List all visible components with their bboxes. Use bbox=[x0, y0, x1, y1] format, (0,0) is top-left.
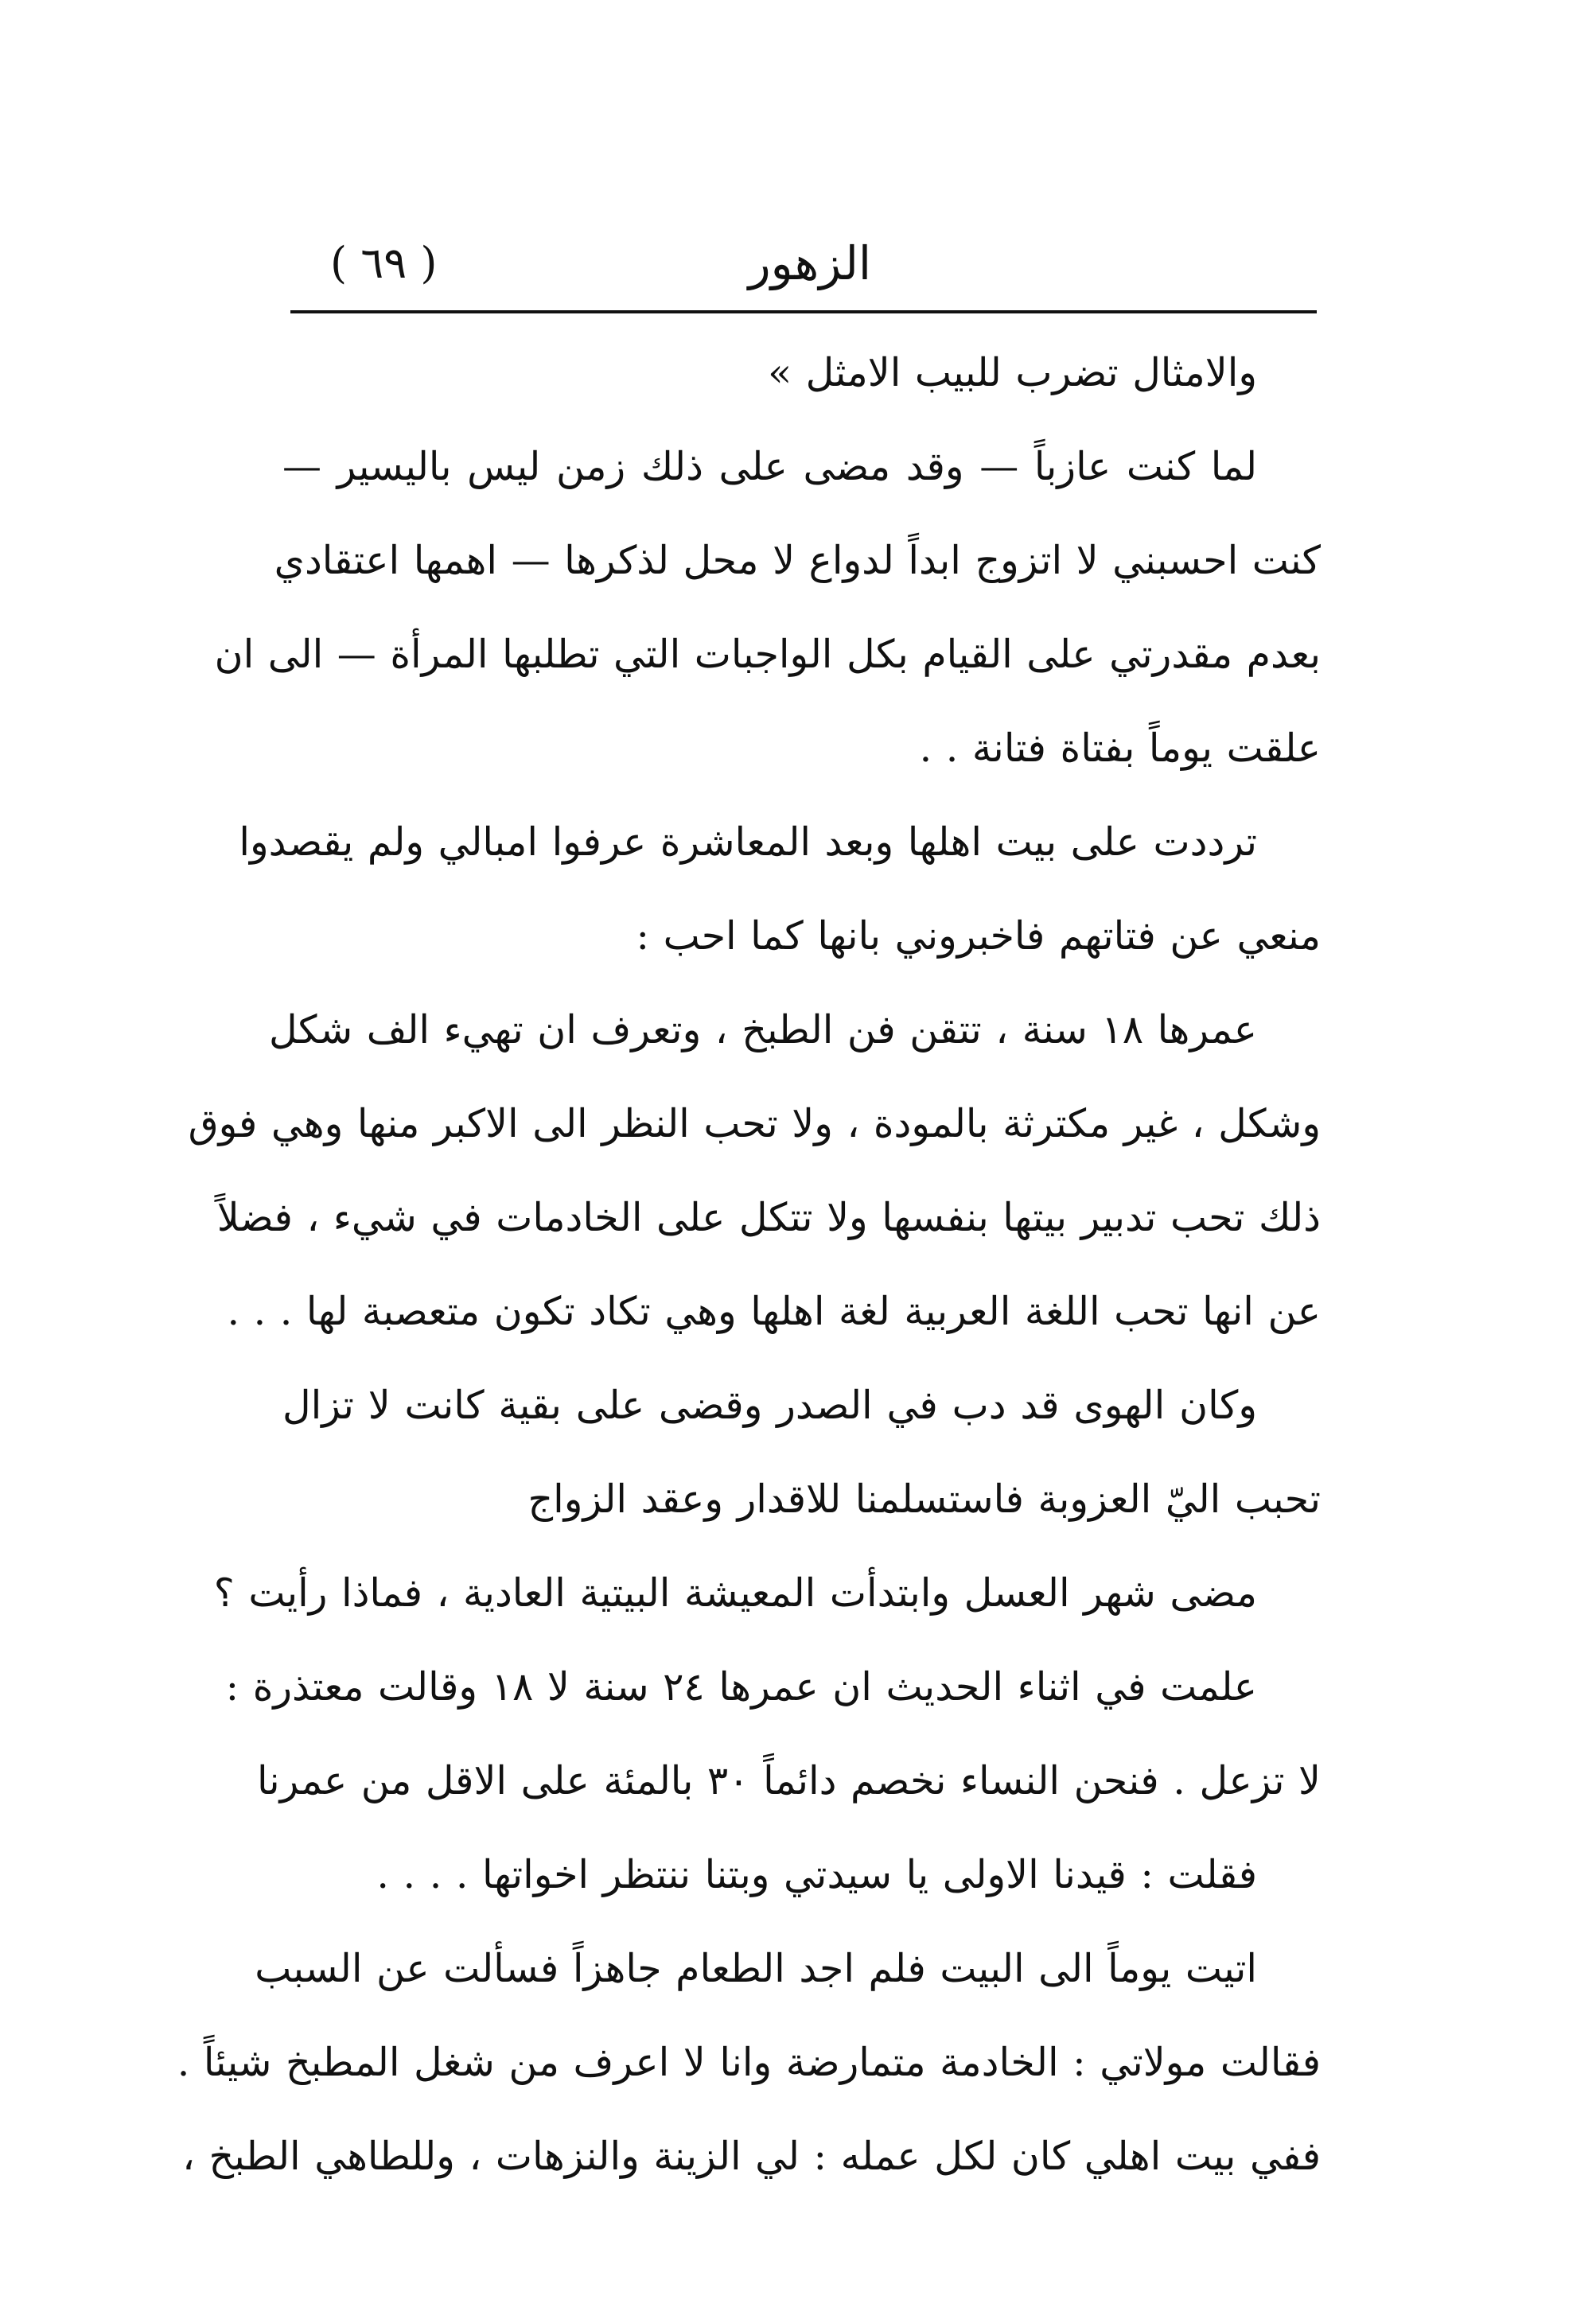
text-line: عمرها ١٨ سنة ، تتقن فن الطبخ ، وتعرف ان تهيء الف شكل bbox=[268, 1007, 1257, 1052]
text-line: مضى شهر العسل وابتدأت المعيشة البيتية العادية ، فماذا رأيت ؟ bbox=[213, 1570, 1257, 1616]
header-rule bbox=[290, 310, 1317, 313]
page-number: ( ٦٩ ) bbox=[330, 238, 438, 288]
text-line: تحبب اليّ العزوبة فاستسلمنا للاقدار وعقد الزواج bbox=[527, 1477, 1321, 1522]
text-line: بعدم مقدرتي على القيام بكل الواجبات التي تطلبها المرأة — الى ان bbox=[214, 632, 1321, 677]
page-header bbox=[290, 227, 1317, 300]
text-line: كنت احسبني لا اتزوج ابداً لدواع لا محل لذكرها — اهمها اعتقادي bbox=[274, 538, 1321, 583]
text-line: فقالت مولاتي : الخادمة متمارضة وانا لا اعرف من شغل المطبخ شيئاً . bbox=[177, 2040, 1321, 2085]
text-line: فقلت : قيدنا الاولى يا سيدتي وبتنا ننتظر اخواتها . . . . bbox=[376, 1852, 1257, 1897]
text-line: ففي بيت اهلي كان لكل عمله : لي الزينة والنزهات ، وللطاهي الطبخ ، bbox=[182, 2134, 1321, 2179]
running-title: الزهور bbox=[748, 236, 871, 290]
text-line: منعي عن فتاتهم فاخبروني بانها كما احب : bbox=[636, 913, 1321, 959]
text-line: ترددت على بيت اهلها وبعد المعاشرة عرفوا امبالي ولم يقصدوا bbox=[239, 819, 1257, 865]
text-line: لا تزعل . فنحن النساء نخصم دائماً ٣٠ بالمئة على الاقل من عمرنا bbox=[257, 1758, 1321, 1803]
text-line: والامثال تضرب للبيب الامثل » bbox=[768, 350, 1257, 395]
text-line: وكان الهوى قد دب في الصدر وقضى على بقية كانت لا تزال bbox=[282, 1383, 1257, 1428]
text-line: علمت في اثناء الحديث ان عمرها ٢٤ سنة لا ١٨ وقالت معتذرة : bbox=[225, 1664, 1257, 1710]
text-line: ذلك تحب تدبير بيتها بنفسها ولا تتكل على الخادمات في شيء ، فضلاً bbox=[216, 1195, 1321, 1240]
body-text bbox=[177, 326, 1321, 2204]
text-line: لما كنت عازباً — وقد مضى على ذلك زمن ليس باليسير — bbox=[282, 444, 1257, 489]
text-line: اتيت يوماً الى البيت فلم اجد الطعام جاهزاً فسألت عن السبب bbox=[255, 1946, 1257, 1991]
text-line: عن انها تحب اللغة العربية لغة اهلها وهي تكاد تكون متعصبة لها . . . bbox=[227, 1289, 1321, 1334]
text-line: وشكل ، غير مكترثة بالمودة ، ولا تحب النظر الى الاكبر منها وهي فوق bbox=[188, 1101, 1321, 1146]
text-line: علقت يوماً بفتاة فتانة . . bbox=[919, 726, 1321, 771]
